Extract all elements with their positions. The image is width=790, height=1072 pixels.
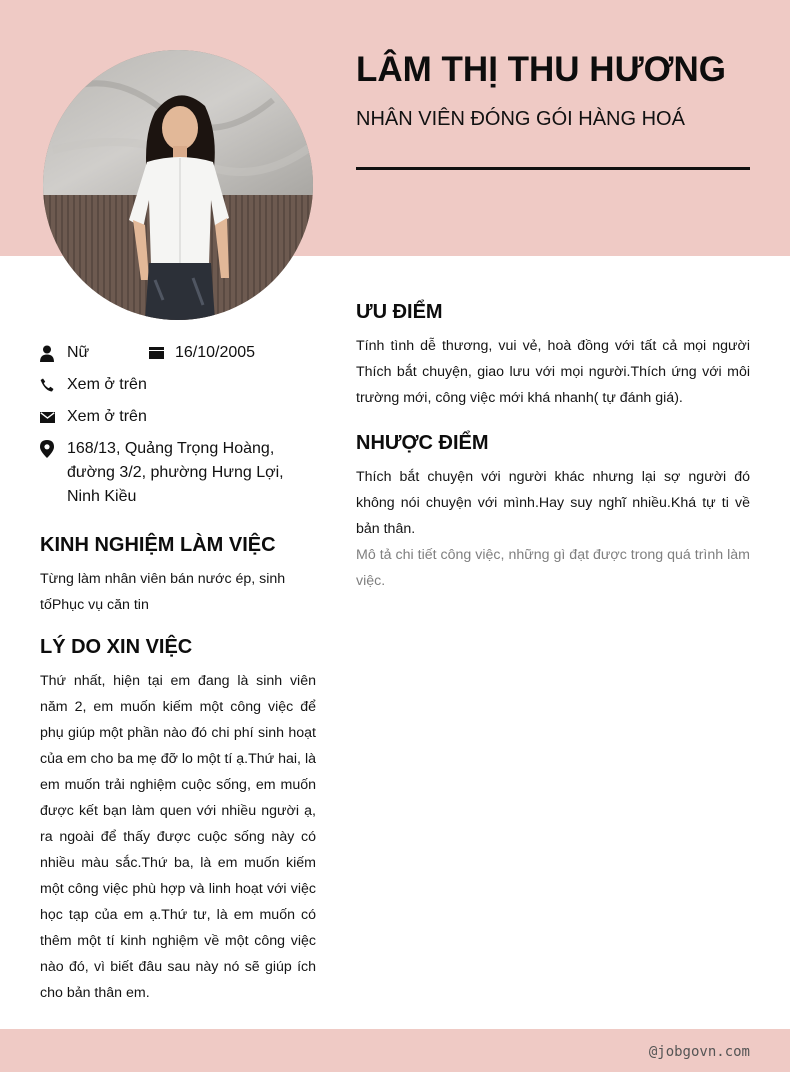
weaknesses-section xyxy=(356,432,750,594)
mail-icon xyxy=(40,405,67,429)
contact-row-address xyxy=(40,437,320,509)
gender-value: Nữ xyxy=(67,344,90,361)
footer-watermark: @jobgovn.com xyxy=(648,1044,750,1060)
contact-row-phone xyxy=(40,373,320,397)
experience-text: Từng làm nhân viên bán nước ép, sinh tốPhục vụ căn tin xyxy=(40,571,286,613)
experience-title: KINH NGHIỆM LÀM VIỆC xyxy=(40,534,276,556)
phone-icon xyxy=(40,373,67,397)
strengths-section xyxy=(356,301,750,411)
strengths-title: ƯU ĐIỂM xyxy=(356,301,443,323)
weaknesses-title: NHƯỢC ĐIỂM xyxy=(356,432,489,454)
contact-row-email xyxy=(40,405,320,429)
title-divider xyxy=(356,167,750,170)
birthdate-item xyxy=(149,341,255,365)
candidate-name: LÂM THỊ THU HƯƠNG xyxy=(356,50,726,89)
weaknesses-text: Thích bắt chuyện với người khác nhưng lại sợ người đó không nói chuyện với mình.Hay suy nghĩ nhiều.Khá tự ti về bản thân. xyxy=(356,469,750,537)
calendar-icon xyxy=(149,341,175,365)
experience-section xyxy=(40,534,316,618)
weaknesses-placeholder-text: Mô tả chi tiết công việc, những gì đạt được trong quá trình làm việc. xyxy=(356,547,750,589)
job-title: NHÂN VIÊN ĐÓNG GÓI HÀNG HOÁ xyxy=(356,108,685,130)
address-value: 168/13, Quảng Trọng Hoàng, đường 3/2, phường Hưng Lợi, Ninh Kiều xyxy=(67,440,284,505)
avatar xyxy=(43,50,313,320)
strengths-text: Tính tình dễ thương, vui vẻ, hoà đồng với tất cả mọi người Thích bắt chuyện, giao lưu với mọi người.Thích ứng với môi trường mới, công việc mới khá nhanh( tự đánh giá). xyxy=(356,338,750,406)
profile-photo xyxy=(43,50,313,320)
contact-row-personal xyxy=(40,341,320,365)
reason-title: LÝ DO XIN VIỆC xyxy=(40,636,193,658)
location-pin-icon xyxy=(40,437,67,461)
reason-section xyxy=(40,636,316,1006)
phone-value: Xem ở trên xyxy=(67,376,147,393)
person-icon xyxy=(40,341,67,365)
contact-list xyxy=(40,341,320,517)
reason-text: Thứ nhất, hiện tại em đang là sinh viên năm 2, em muốn kiếm một công việc để phụ giúp một phần nào đó chi phí sinh hoạt của em cho ba mẹ đỡ lo một tí ạ.Thứ hai, là em muốn trải nghiệm cuộc sống, em muốn được kết bạn làm quen với nhiều người ạ, ra ngoài để thấy được cuộc sống này có nhiều màu sắc.Thứ ba, là em muốn kiếm một công việc phù hợp và linh hoạt với việc học tạp của em ạ.Thứ tư, là em muốn có thêm một tí kinh nghiệm về một công việc nào đó, vì biết đâu sau này nó sẽ giúp ích cho bản thân em. xyxy=(40,673,316,1001)
email-value: Xem ở trên xyxy=(67,408,147,425)
birthdate-value: 16/10/2005 xyxy=(175,344,256,361)
